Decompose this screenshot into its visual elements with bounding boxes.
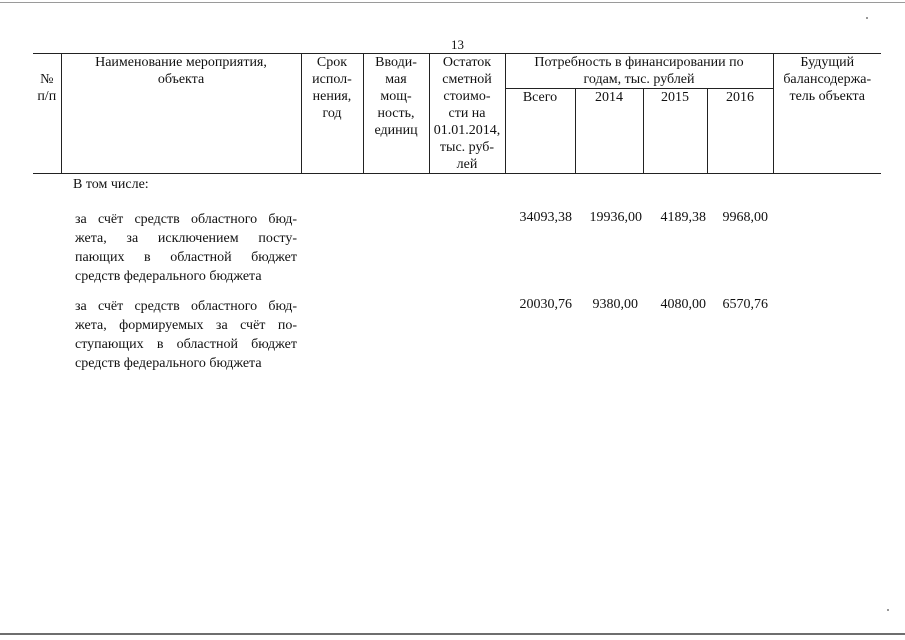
scan-speck bbox=[887, 609, 889, 611]
row-description: за счёт средств областного бюд-жета, за исключением посту-пающих в областной бюджет средств федерального бюджета bbox=[75, 212, 297, 284]
scan-speck bbox=[866, 17, 868, 19]
header-year-2014: 2014 bbox=[575, 89, 643, 174]
header-number: № п/п bbox=[33, 54, 61, 174]
scan-edge-top bbox=[0, 2, 905, 3]
header-financing-group: Потребность в финансировании по годам, тыс. рублей bbox=[505, 54, 773, 89]
row-2014: 9380,00 bbox=[592, 297, 638, 312]
scan-edge-bottom bbox=[0, 633, 905, 635]
header-remainder: Остаток сметной стоимо- сти на 01.01.2014, тыс. руб- лей bbox=[429, 54, 505, 174]
row-2016: 9968,00 bbox=[722, 210, 768, 225]
row-2014: 19936,00 bbox=[589, 210, 642, 225]
row-total: 34093,38 bbox=[519, 210, 572, 225]
row-2015: 4189,38 bbox=[660, 210, 706, 225]
header-term: Срок испол- нения, год bbox=[301, 54, 363, 174]
row-total: 20030,76 bbox=[519, 297, 572, 312]
header-total: Всего bbox=[505, 89, 575, 174]
header-capacity: Вводи- мая мощ- ность, единиц bbox=[363, 54, 429, 174]
row-2015: 4080,00 bbox=[660, 297, 706, 312]
row-description: за счёт средств областного бюд-жета, формируемых за счёт по-ступающих в областной бюджет средств федерального бюджета bbox=[75, 299, 297, 371]
row-2016: 6570,76 bbox=[722, 297, 768, 312]
financing-table-header bbox=[33, 53, 881, 174]
intro-text: В том числе: bbox=[73, 177, 149, 192]
page-number: 13 bbox=[451, 37, 464, 52]
header-year-2016: 2016 bbox=[707, 89, 773, 174]
header-name: Наименование мероприятия, объекта bbox=[61, 54, 301, 174]
header-balance-holder: Будущий балансодержа- тель объекта bbox=[773, 54, 881, 174]
header-year-2015: 2015 bbox=[643, 89, 707, 174]
